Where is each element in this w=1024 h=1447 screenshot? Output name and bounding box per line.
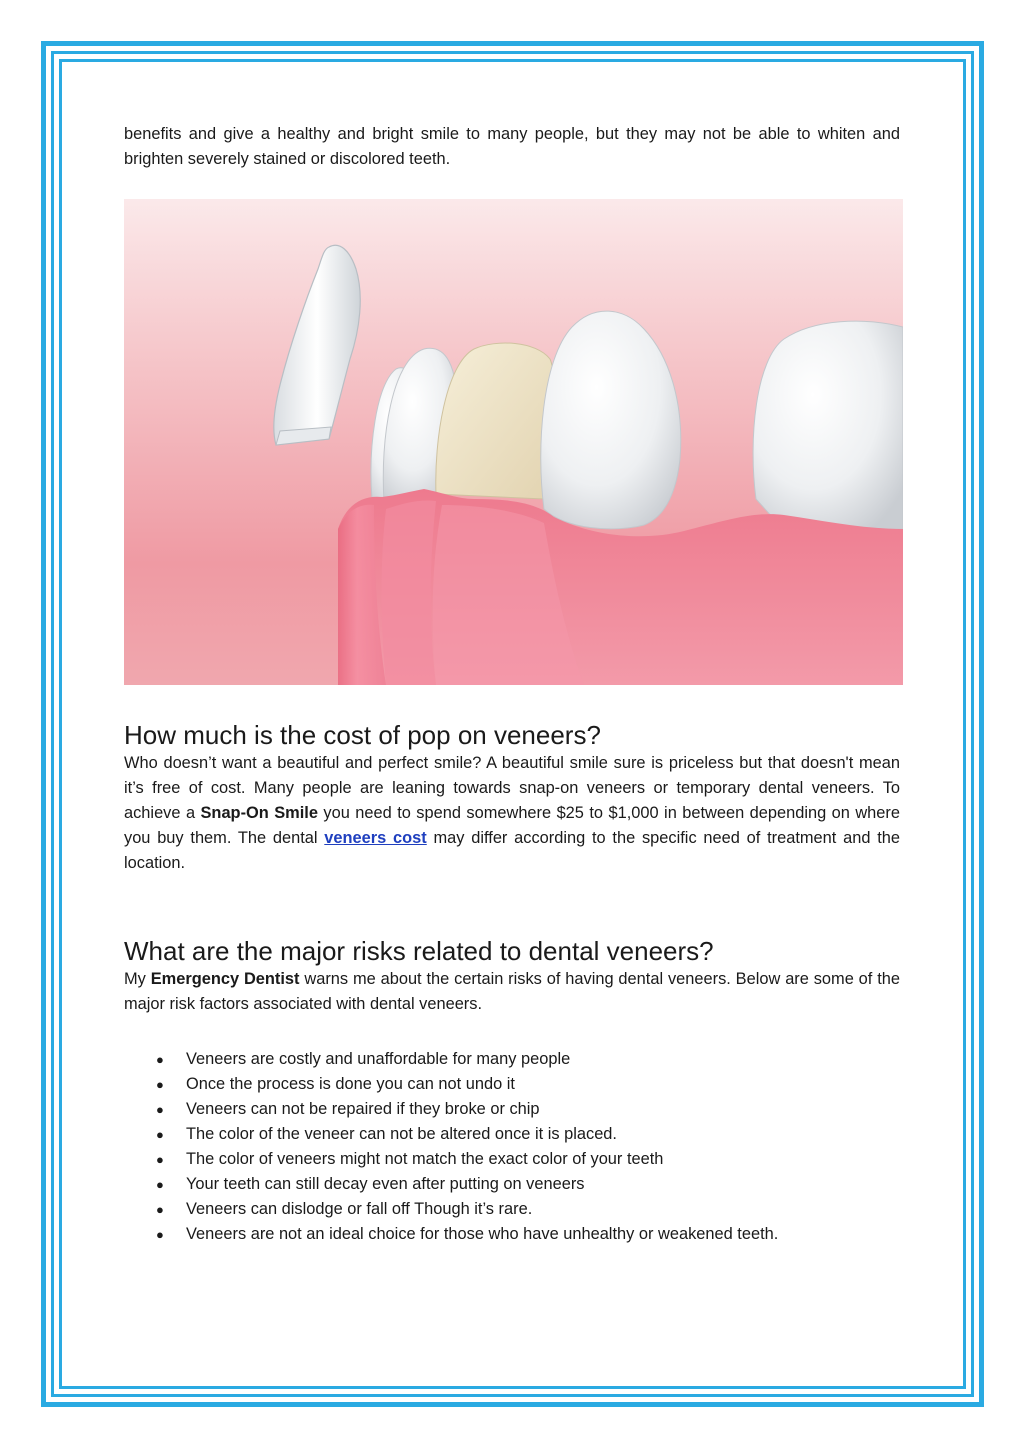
heading-cost: How much is the cost of pop on veneers? [124, 720, 601, 750]
bullet-icon: ● [156, 1127, 164, 1142]
emergency-dentist-bold: Emergency Dentist [150, 970, 300, 988]
list-item [124, 1147, 900, 1172]
list-item [124, 1197, 900, 1222]
list-item-text: Veneers are costly and unaffordable for many people [186, 1050, 571, 1068]
list-item [124, 1172, 900, 1197]
list-item-text: The color of the veneer can not be altered once it is placed. [186, 1125, 617, 1143]
cost-paragraph [124, 751, 900, 876]
cost-text-part-1: Who doesn’t want a beautiful and perfect smile? A beautiful smile sure is priceless but that doesn't mean it’s free of cost. Many people are leaning towards snap-on veneers or temporary dental veneers. To achieve a [124, 754, 900, 822]
bullet-icon: ● [156, 1052, 164, 1067]
list-item-text: Veneers are not an ideal choice for those who have unhealthy or weakened teeth. [186, 1225, 779, 1243]
bullet-icon: ● [156, 1177, 164, 1192]
bullet-icon: ● [156, 1102, 164, 1117]
list-item-text: The color of veneers might not match the exact color of your teeth [186, 1150, 664, 1168]
list-item [124, 1072, 900, 1097]
veneers-cost-link[interactable]: veneers cost [324, 829, 427, 847]
document-content [124, 122, 900, 1247]
veneer-teeth-illustration [124, 199, 903, 685]
bullet-icon: ● [156, 1152, 164, 1167]
risks-text-pre: My [124, 970, 151, 988]
snap-on-smile-bold: Snap-On Smile [200, 804, 318, 822]
list-item-text: Your teeth can still decay even after putting on veneers [186, 1175, 585, 1193]
heading-risks: What are the major risks related to dental veneers? [124, 936, 714, 966]
cost-text-part-3: may differ according to the specific need of treatment and the location. [124, 829, 900, 872]
intro-paragraph: benefits and give a healthy and bright smile to many people, but they may not be able to whiten and brighten severely stained or discolored teeth. [124, 125, 900, 168]
risks-text-post: warns me about the certain risks of having dental veneers. Below are some of the major risk factors associated with dental veneers. [124, 970, 901, 1013]
list-item-text: Veneers can dislodge or fall off Though it’s rare. [186, 1200, 533, 1218]
list-item-text: Once the process is done you can not undo it [186, 1075, 515, 1093]
list-item [124, 1097, 900, 1122]
cost-text-part-2: you need to spend somewhere $25 to $1,000 in between depending on where you buy them. The dental [124, 804, 900, 847]
bullet-icon: ● [156, 1077, 164, 1092]
risk-list [124, 1047, 900, 1247]
list-item [124, 1122, 900, 1147]
list-item [124, 1222, 900, 1247]
list-item-text: Veneers can not be repaired if they broke or chip [186, 1100, 540, 1118]
risks-paragraph [124, 967, 900, 1017]
list-item [124, 1047, 900, 1072]
bullet-icon: ● [156, 1202, 164, 1217]
bullet-icon: ● [156, 1227, 164, 1242]
